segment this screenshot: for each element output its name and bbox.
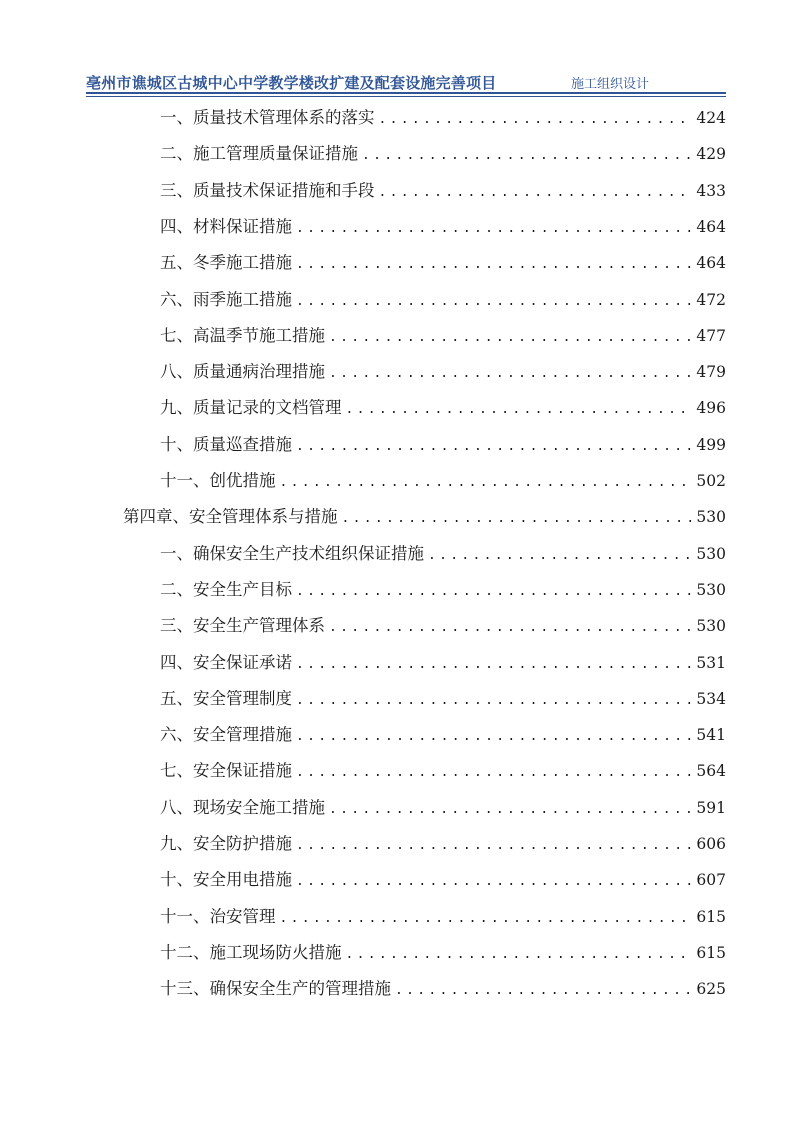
toc-entry-title: 六、安全管理措施 xyxy=(160,725,292,745)
toc-section-entry[interactable] xyxy=(160,974,726,1004)
toc-section-entry[interactable] xyxy=(160,720,726,750)
toc-section-entry[interactable] xyxy=(160,865,726,895)
toc-entry-page-number: 429 xyxy=(696,145,726,164)
toc-entry-page-number: 472 xyxy=(696,290,726,309)
toc-entry-page-number: 464 xyxy=(696,254,726,273)
toc-section-entry[interactable] xyxy=(160,248,726,278)
toc-dot-leader xyxy=(280,468,693,498)
toc-section-entry[interactable] xyxy=(160,611,726,641)
toc-section-entry[interactable] xyxy=(160,539,726,569)
toc-dot-leader xyxy=(296,758,692,788)
toc-dot-leader xyxy=(280,904,693,934)
toc-dot-leader xyxy=(395,976,692,1006)
toc-section-entry[interactable] xyxy=(160,648,726,678)
toc-dot-leader xyxy=(379,178,693,208)
toc-entry-title: 四、材料保证措施 xyxy=(160,216,292,236)
toc-entry-page-number: 433 xyxy=(696,181,726,200)
toc-entry-title: 十三、确保安全生产的管理措施 xyxy=(160,979,391,999)
toc-entry-title: 一、质量技术管理体系的落实 xyxy=(160,108,375,127)
toc-section-entry[interactable] xyxy=(160,176,726,206)
toc-entry-page-number: 502 xyxy=(696,472,726,490)
toc-dot-leader xyxy=(296,831,692,861)
toc-entry-title: 四、安全保证承诺 xyxy=(160,652,292,672)
toc-entry-page-number: 477 xyxy=(696,326,726,345)
toc-dot-leader xyxy=(428,541,692,571)
toc-section-entry[interactable] xyxy=(160,321,726,351)
toc-entry-page-number: 530 xyxy=(696,544,726,563)
toc-entry-title: 八、质量通病治理措施 xyxy=(160,362,325,382)
toc-dot-leader xyxy=(296,867,692,897)
toc-entry-title: 十二、施工现场防火措施 xyxy=(160,942,342,962)
toc-entry-page-number: 464 xyxy=(696,217,726,236)
toc-section-entry[interactable] xyxy=(160,393,726,423)
toc-entry-page-number: 424 xyxy=(696,109,726,127)
toc-dot-leader xyxy=(296,686,692,716)
toc-entry-page-number: 496 xyxy=(696,399,726,418)
project-title: 亳州市谯城区古城中心中学教学楼改扩建及配套设施完善项目 xyxy=(86,74,497,92)
toc-entry-title: 七、安全保证措施 xyxy=(160,761,292,781)
toc-section-entry[interactable] xyxy=(160,684,726,714)
toc-dot-leader xyxy=(329,323,692,353)
toc-section-entry[interactable] xyxy=(160,285,726,315)
toc-entry-page-number: 531 xyxy=(696,653,726,672)
toc-entry-title: 五、安全管理制度 xyxy=(160,688,292,708)
toc-entry-page-number: 534 xyxy=(696,689,726,708)
toc-entry-title: 一、确保安全生产技术组织保证措施 xyxy=(160,543,424,563)
toc-entry-title: 十一、创优措施 xyxy=(160,471,276,490)
toc-section-entry[interactable] xyxy=(160,575,726,605)
toc-chapter-entry[interactable] xyxy=(123,502,726,532)
toc-section-entry[interactable] xyxy=(160,902,726,932)
toc-entry-title: 五、冬季施工措施 xyxy=(160,253,292,273)
header-divider-thin xyxy=(86,96,726,97)
toc-entry-title: 三、质量技术保证措施和手段 xyxy=(160,180,375,200)
toc-entry-title: 二、安全生产目标 xyxy=(160,579,292,599)
toc-entry-title: 二、施工管理质量保证措施 xyxy=(160,144,358,164)
toc-dot-leader xyxy=(346,395,693,425)
toc-dot-leader xyxy=(329,613,692,643)
toc-dot-leader xyxy=(296,650,692,680)
toc-entry-page-number: 615 xyxy=(696,907,726,926)
toc-dot-leader xyxy=(296,432,692,462)
toc-dot-leader xyxy=(379,105,693,135)
toc-dot-leader xyxy=(296,214,692,244)
document-type: 施工组织设计 xyxy=(571,77,650,92)
toc-section-entry[interactable] xyxy=(160,756,726,786)
toc-dot-leader xyxy=(296,722,692,752)
toc-entry-title: 十、安全用电措施 xyxy=(160,870,292,890)
toc-dot-leader xyxy=(329,359,692,389)
toc-section-entry[interactable] xyxy=(160,212,726,242)
toc-entry-title: 三、安全生产管理体系 xyxy=(160,616,325,636)
toc-entry-page-number: 606 xyxy=(696,835,726,853)
toc-entry-page-number: 541 xyxy=(696,726,726,745)
toc-entry-title: 九、安全防护措施 xyxy=(160,834,292,853)
toc-entry-title: 八、现场安全施工措施 xyxy=(160,797,325,817)
toc-section-entry[interactable] xyxy=(160,793,726,823)
toc-entry-page-number: 530 xyxy=(696,580,726,599)
toc-dot-leader xyxy=(296,287,692,317)
toc-section-entry[interactable] xyxy=(160,357,726,387)
toc-entry-page-number: 530 xyxy=(696,617,726,636)
toc-entry-title: 十、质量巡查措施 xyxy=(160,434,292,454)
toc-section-entry[interactable] xyxy=(160,103,726,133)
toc-entry-title: 十一、治安管理 xyxy=(160,906,276,926)
header-divider-thick xyxy=(86,92,726,94)
toc-entry-page-number: 530 xyxy=(696,508,726,527)
toc-section-entry[interactable] xyxy=(160,466,726,496)
toc-dot-leader xyxy=(296,577,692,607)
toc-dot-leader xyxy=(296,250,692,280)
toc-entry-title: 第四章、安全管理体系与措施 xyxy=(123,507,338,527)
toc-entry-page-number: 615 xyxy=(696,943,726,962)
toc-dot-leader xyxy=(362,141,692,171)
toc-entry-title: 七、高温季节施工措施 xyxy=(160,325,325,345)
toc-section-entry[interactable] xyxy=(160,139,726,169)
toc-entry-page-number: 625 xyxy=(696,980,726,999)
toc-dot-leader xyxy=(346,940,693,970)
toc-section-entry[interactable] xyxy=(160,938,726,968)
toc-section-entry[interactable] xyxy=(160,829,726,859)
toc-entry-title: 六、雨季施工措施 xyxy=(160,289,292,309)
toc-entry-title: 九、质量记录的文档管理 xyxy=(160,398,342,418)
toc-entry-page-number: 591 xyxy=(696,798,726,817)
toc-dot-leader xyxy=(329,795,692,825)
toc-dot-leader xyxy=(342,504,693,534)
toc-entry-page-number: 479 xyxy=(696,363,726,382)
toc-section-entry[interactable] xyxy=(160,430,726,460)
toc-entry-page-number: 607 xyxy=(696,871,726,890)
toc-entry-page-number: 499 xyxy=(696,435,726,454)
toc-entry-page-number: 564 xyxy=(696,762,726,781)
